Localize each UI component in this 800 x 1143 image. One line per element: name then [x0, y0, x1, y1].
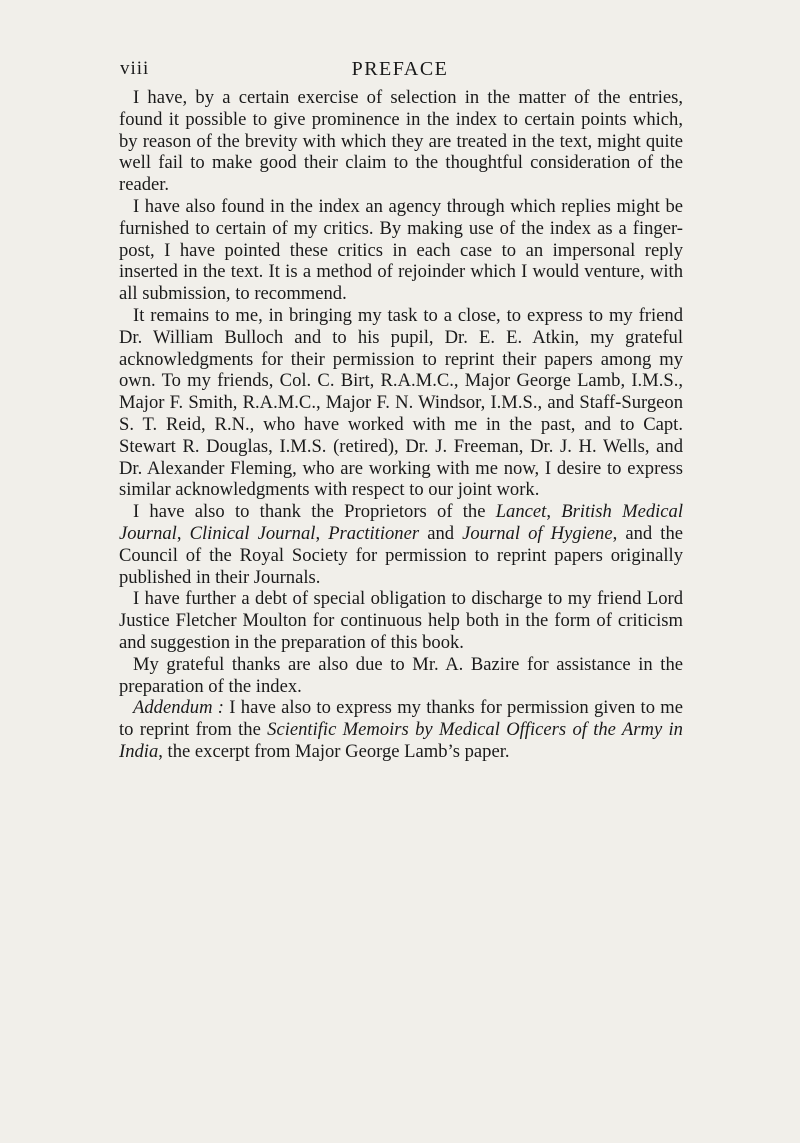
running-head — [120, 58, 680, 88]
page-number: viii — [120, 58, 150, 79]
addendum-label: Addendum : — [133, 697, 225, 719]
text-run: and — [419, 522, 463, 544]
text-run: , — [315, 522, 329, 544]
journal-title-lancet: Lancet — [495, 501, 547, 523]
paragraph-index-selection: I have, by a certain exercise of selection in the matter of the entries, found it possible to give prominence in the index to certain points which, by reason of the brevity with which they are treated in the text, might quite well fail to make good their claim to the thoughtful consideration of the reader. — [119, 87, 683, 196]
paragraph-acknowledgments-journals — [119, 501, 683, 588]
journal-title-bmj: British Medical Journal — [119, 501, 684, 544]
preface-body — [119, 87, 683, 763]
text-run: , — [176, 522, 190, 544]
publication-title-scientific-memoirs: Scientific Memoirs by Medical Officers of the Army in India — [119, 719, 683, 762]
text-run: , and the Council of the Royal Society for permission to reprint papers originally published in their Journals. — [119, 522, 683, 588]
running-title: PREFACE — [351, 58, 449, 80]
paragraph-fletcher-moulton: I have further a debt of special obligation to discharge to my friend Lord Justice Fletcher Moulton for continuous help both in the form of criticism and suggestion in the preparation of this book. — [119, 588, 683, 653]
paragraph-bazire: My grateful thanks are also due to Mr. A. Bazire for assistance in the preparation of the index. — [119, 653, 683, 697]
text-run: , — [546, 501, 562, 523]
text-run: , the excerpt from Major George Lamb’s paper. — [158, 740, 510, 762]
paragraph-acknowledgments-colleagues: It remains to me, in bringing my task to a close, to express to my friend Dr. William Bulloch and to his pupil, Dr. E. E. Atkin, my grateful acknowledgments for their permission to reprint their papers among my own. To my friends, Col. C. Birt, R.A.M.C., Major George Lamb, I.M.S., Major F. Smith, R.A.M.C., Major F. N. Windsor, I.M.S., and Staff-Surgeon S. T. Reid, R.N., who have worked with me in the past, and to Capt. Stewart R. Douglas, I.M.S. (retired), Dr. J. Freeman, Dr. J. H. Wells, and Dr. Alexander Fleming, who are working with me now, I desire to express similar acknowledgments with respect to our joint work. — [119, 304, 683, 501]
journal-title-hygiene: Journal of Hygiene — [462, 522, 613, 544]
paragraph-index-critics: I have also found in the index an agency through which replies might be furnished to certain of my critics. By making use of the index as a finger-post, I have pointed these critics in each case to an impersonal reply inserted in the text. It is a method of rejoinder which I would venture, with all submission, to recommend. — [119, 195, 683, 305]
journal-title-clinical: Clinical Journal — [189, 522, 316, 544]
paragraph-addendum — [119, 697, 683, 762]
text-run: I have also to express my thanks for permission given to me to reprint from the — [119, 697, 683, 741]
journal-title-practitioner: Practitioner — [328, 522, 420, 544]
text-run: I have also to thank the Proprietors of the — [133, 501, 496, 523]
